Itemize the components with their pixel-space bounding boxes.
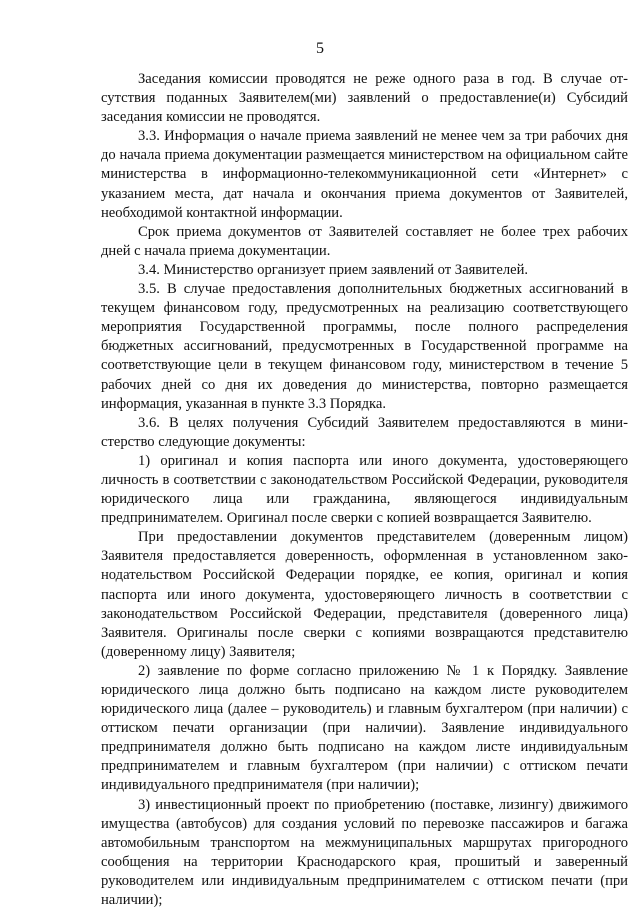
page-number: 5 [316, 40, 324, 57]
document-body [101, 70, 628, 910]
paragraph-item-1: 1) оригинал и копия паспорта или иного документа, удостоверяющего личность в соответствии с законодательством Российской Федерации, руководителя юридического лица или гражданина, являющегося индивидуальным предпринимателем. Оригинал после сверки с копией возвращается Заявителю. [101, 452, 628, 527]
paragraph-acceptance-term: Срок приема документов от Заявителей составляет не более трех рабочих дней с начала приема документации. [101, 223, 628, 259]
paragraph-3-4: 3.4. Министерство организует прием заявлений от Заявителей. [138, 261, 529, 278]
paragraph-commission-meetings: Заседания комиссии проводятся не реже одного раза в год. В случае отсутствия поданных Заявителем(ми) заявлений о предоставление(и) Субсидий заседания комиссии не проводятся. [101, 71, 628, 126]
paragraph-3-6: 3.6. В целях получения Субсидий Заявителем предоставляются в министерство следующие документы: [101, 414, 628, 450]
paragraph-3-5: 3.5. В случае предоставления дополнительных бюджетных ассигнований в текущем финансовом году, предусмотренных на реализацию соответствующего мероприятия Государственной программы, после полного распределения бюджетных ассигнований, предусмотренных в Государственной программе на соответствующие цели в текущем финансовом году, министерством в течение 5 рабочих дней со дня их доведения до министерства, повторно размещается информация, указанная в пункте 3.3 Порядка. [101, 281, 628, 412]
paragraph-item-2: 2) заявление по форме согласно приложению № 1 к Порядку. Заявление юридического лица должно быть подписано на каждом листе руководителем юридического лица (далее – руководитель) и главным бухгалтером (при наличии) с оттиском печати организации (при наличии). Заявление индивидуального предпринимателя должно быть подписано на каждом листе индивидуальным предпринимателем и главным бухгалтером (при наличии) с оттиском печати индивидуального предпринимателя (при наличии); [101, 662, 628, 794]
paragraph-item-3: 3) инвестиционный проект по приобретению (поставке, лизингу) движимого имущества (автобусов) для создания условий по перевозке пассажиров и багажа автомобильным транспортом на межмуниципальных маршрутах пригородного сообщения на территории Краснодарского края, прошитый и заверенный руководителем или индивидуальным предпринимателем с оттиском печати (при наличии); [101, 796, 628, 909]
paragraph-representative: При предоставлении документов представителем (доверенным лицом) Заявителя предоставляется доверенность, оформленная в установленном законодательством Российской Федерации порядке, ее копия, оригинал и копия паспорта или иного документа, удостоверяющего личность в соответствии с законодательством Российской Федерации, представителя (доверенного лица) Заявителя. Оригиналы после сверки с копиями возвращаются представителю (доверенному лицу) Заявителя; [101, 529, 628, 660]
paragraph-3-3: 3.3. Информация о начале приема заявлений не менее чем за три рабочих дня до начала приема документации размещается министерством на официальном сайте министерства в информационно-телекоммуникационной сети «Интернет» с указанием места, дат начала и окончания приема документов от Заявителей, необходимой контактной информации. [101, 128, 628, 221]
